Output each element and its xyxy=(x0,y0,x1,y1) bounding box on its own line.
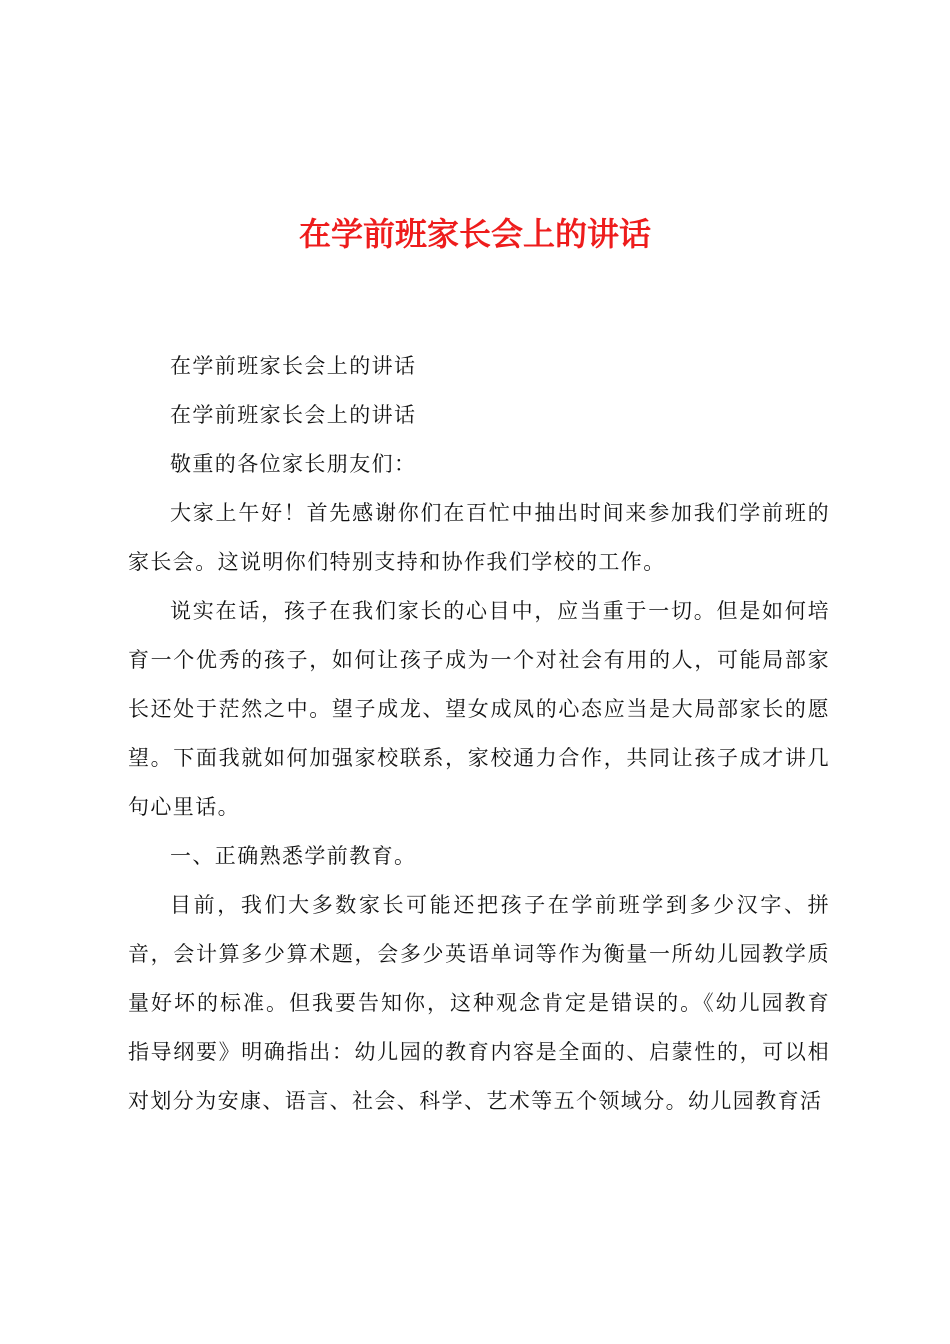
paragraph-section-body: 目前，我们大多数家长可能还把孩子在学前班学到多少汉字、拼音，会计算多少算术题，会多少英语单词等作为衡量一所幼儿园教学质量好坏的标准。但我要告知你，这种观念肯定是错误的。《幼儿园教育指导纲要》明确指出：幼儿园的教育内容是全面的、启蒙性的，可以相对划分为安康、语言、社会、科学、艺术等五个领域分。幼儿园教育活 xyxy=(128,893,830,1113)
document-body xyxy=(128,342,830,1126)
paragraph-salutation: 敬重的各位家长朋友们： xyxy=(170,452,417,476)
paragraph-intro: 说实在话，孩子在我们家长的心目中，应当重于一切。但是如何培育一个优秀的孩子，如何让孩子成为一个对社会有用的人，可能局部家长还处于茫然之中。望子成龙、望女成凤的心态应当是大局部家长的愿望。下面我就如何加强家校联系，家校通力合作，共同让孩子成才讲几句心里话。 xyxy=(128,599,830,819)
paragraph-greeting: 大家上午好！首先感谢你们在百忙中抽出时间来参加我们学前班的家长会。这说明你们特别支持和协作我们学校的工作。 xyxy=(128,501,830,574)
paragraph-heading-repeat-1: 在学前班家长会上的讲话 xyxy=(170,354,417,378)
paragraph-heading-repeat-2: 在学前班家长会上的讲话 xyxy=(170,403,417,427)
paragraph-section-heading: 一、正确熟悉学前教育。 xyxy=(170,844,417,868)
document-title: 在学前班家长会上的讲话 xyxy=(298,215,651,253)
